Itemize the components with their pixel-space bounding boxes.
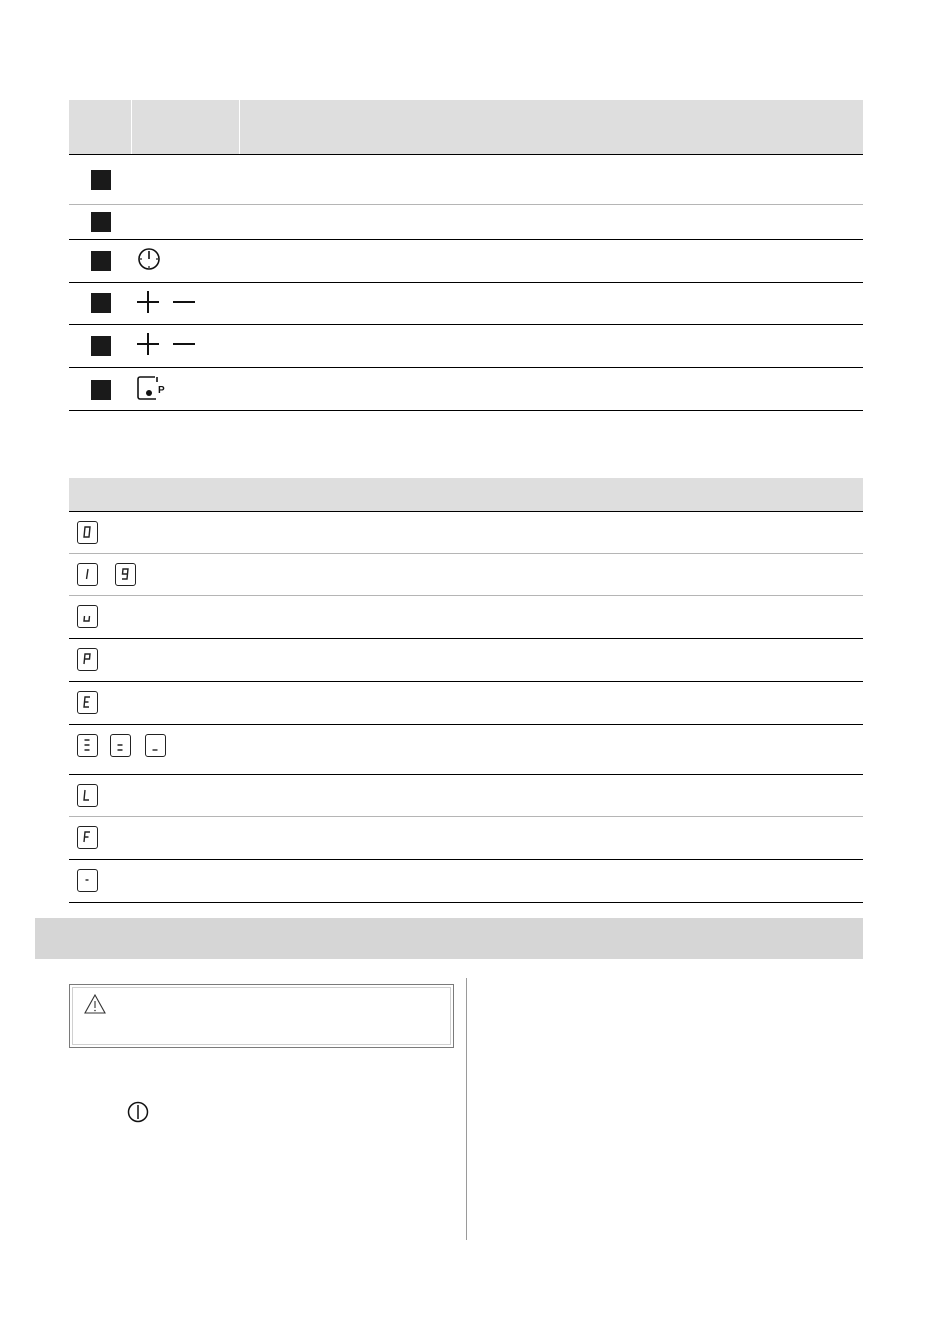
table-row: [69, 240, 863, 283]
table-row: [69, 596, 863, 639]
display-char-p-icon: [77, 648, 98, 671]
table-row: [69, 205, 863, 240]
power-boost-letter: P: [158, 385, 165, 396]
callout-number-box: [91, 251, 111, 271]
display-char-0-icon: [77, 521, 98, 544]
callout-number-box: [91, 170, 111, 190]
table-row: [69, 725, 863, 775]
table-row: [69, 368, 863, 411]
table-row: [69, 283, 863, 325]
callout-number-box: [91, 212, 111, 232]
table-row: [69, 639, 863, 682]
power-boost-icon: [137, 374, 169, 402]
display-char-u-icon: [77, 605, 98, 628]
control-panel-table-header: [69, 100, 863, 155]
callout-number-box: [91, 336, 111, 356]
display-table-header: [69, 478, 863, 512]
table-row: [69, 155, 863, 205]
display-indications-table: [69, 478, 863, 903]
display-char-l-icon: [77, 784, 98, 807]
display-char-dash-icon: [77, 869, 98, 892]
column-divider: [466, 978, 467, 1240]
table-row: [69, 817, 863, 860]
warning-triangle-icon: [83, 993, 107, 1015]
display-char-9-icon: [115, 563, 136, 586]
display-char-e-icon: [77, 691, 98, 714]
display-heat-3-icon: [77, 734, 98, 757]
table-row: [69, 554, 863, 596]
table-row: [69, 512, 863, 554]
callout-number-box: [91, 380, 111, 400]
power-icon: [127, 1101, 149, 1123]
timer-icon: [137, 246, 163, 272]
display-heat-1-icon: [145, 734, 166, 757]
callout-number-box: [91, 293, 111, 313]
display-char-1-icon: [77, 563, 98, 586]
display-char-f-icon: [77, 826, 98, 849]
control-panel-table: [69, 100, 863, 411]
table-row: [69, 682, 863, 725]
table-row: [69, 775, 863, 817]
display-heat-2-icon: [110, 734, 131, 757]
table-row: [69, 860, 863, 903]
plus-minus-icon: [137, 289, 201, 315]
section-heading-bar: [35, 918, 863, 959]
table-row: [69, 325, 863, 368]
warning-box: [69, 984, 454, 1048]
plus-minus-icon: [137, 331, 201, 357]
